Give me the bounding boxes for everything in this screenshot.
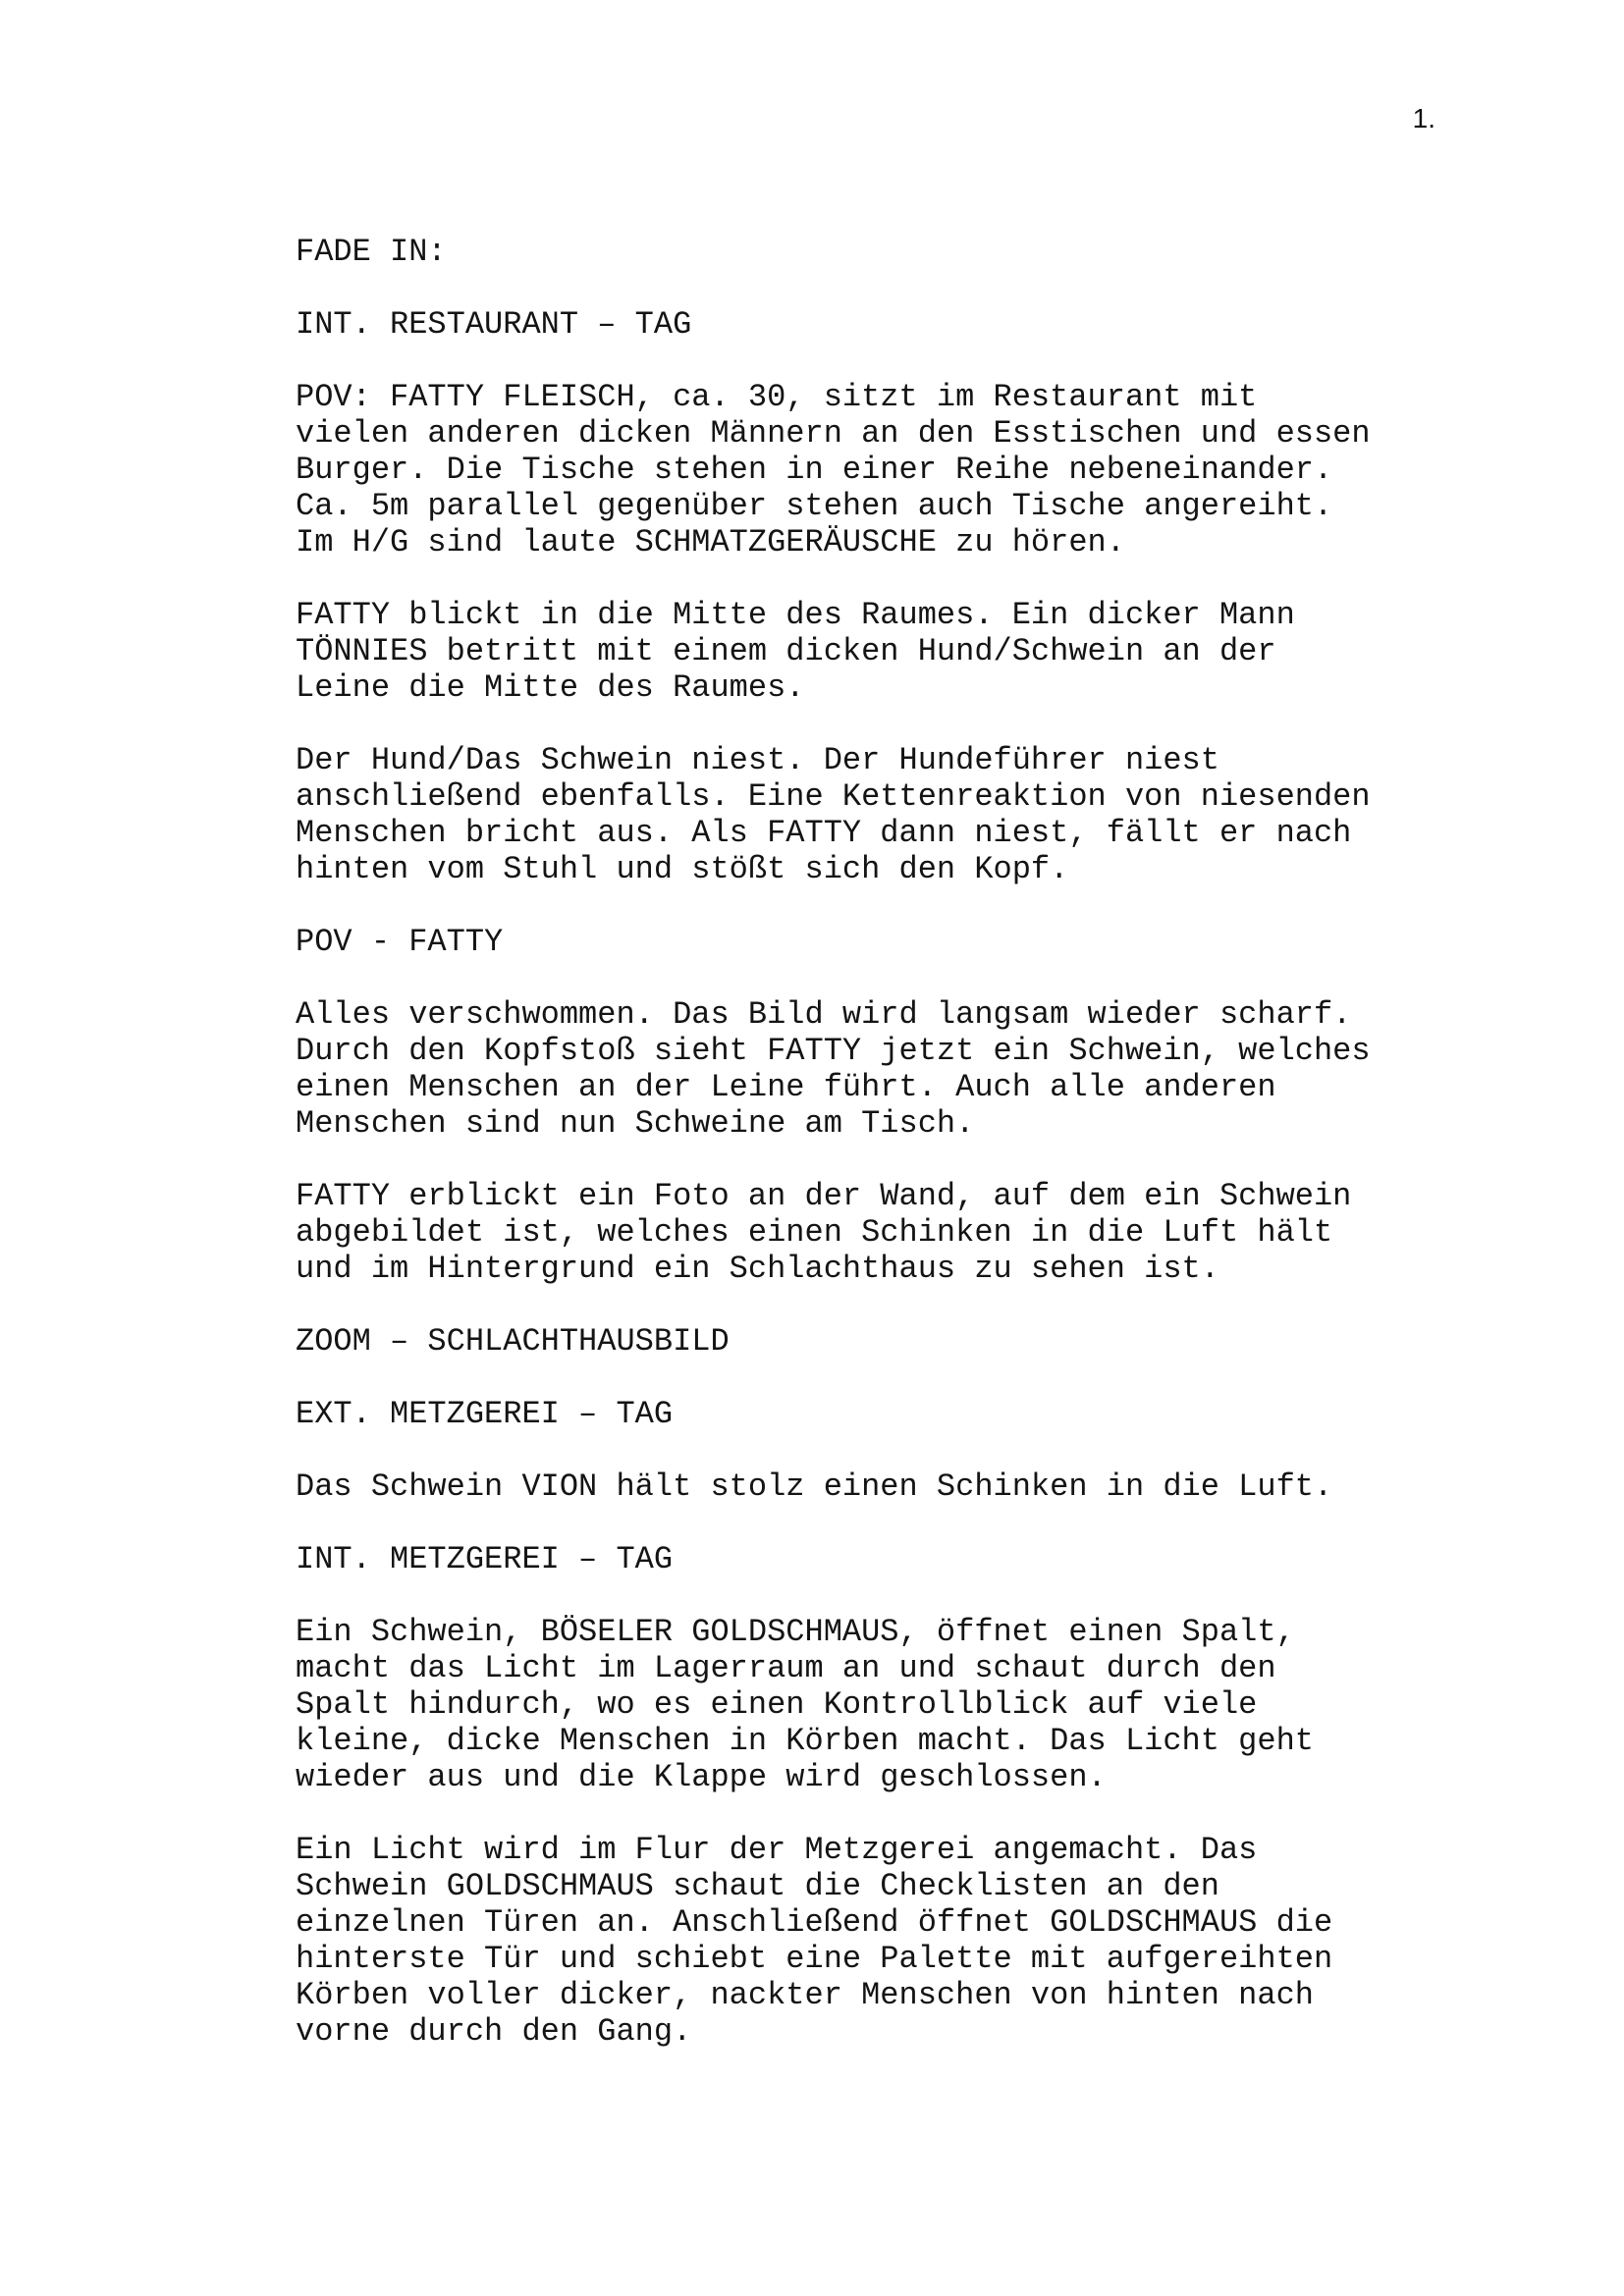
- script-body: [296, 234, 1474, 2050]
- action-toennies-enters: [296, 597, 1474, 706]
- script-line: POV: FATTY FLEISCH, ca. 30, sitzt im Restaurant mit: [296, 379, 1258, 415]
- script-line: Alles verschwommen. Das Bild wird langsam wieder scharf.: [296, 996, 1352, 1033]
- script-line: vielen anderen dicken Männern an den Esstischen und essen: [296, 415, 1371, 452]
- blank-line: [296, 887, 1474, 924]
- blank-line: [296, 561, 1474, 597]
- script-line: einzelnen Türen an. Anschließend öffnet GOLDSCHMAUS die: [296, 1904, 1333, 1941]
- script-line: ZOOM – SCHLACHTHAUSBILD: [296, 1323, 730, 1360]
- script-line: Durch den Kopfstoß sieht FATTY jetzt ein Schwein, welches: [296, 1033, 1371, 1069]
- script-line: wieder aus und die Klappe wird geschlossen.: [296, 1759, 1107, 1795]
- script-line: Der Hund/Das Schwein niest. Der Hundeführer niest: [296, 742, 1219, 778]
- script-line: macht das Licht im Lagerraum an und schaut durch den: [296, 1650, 1276, 1686]
- action-photo-on-wall: [296, 1178, 1474, 1287]
- script-line: vorne durch den Gang.: [296, 2013, 692, 2050]
- script-line: TÖNNIES betritt mit einem dicken Hund/Schwein an der: [296, 633, 1276, 669]
- script-line: Leine die Mitte des Raumes.: [296, 669, 805, 706]
- script-line: abgebildet ist, welches einen Schinken in die Luft hält: [296, 1214, 1333, 1251]
- script-line: Ein Schwein, BÖSELER GOLDSCHMAUS, öffnet einen Spalt,: [296, 1614, 1295, 1650]
- blank-line: [296, 1505, 1474, 1541]
- script-line: hinten vom Stuhl und stößt sich den Kopf.: [296, 851, 1069, 887]
- script-line: Menschen bricht aus. Als FATTY dann niest, fällt er nach: [296, 815, 1352, 851]
- transition-fade-in: [296, 234, 1474, 270]
- script-line: Spalt hindurch, wo es einen Kontrollblick auf viele: [296, 1686, 1258, 1723]
- blank-line: [296, 1432, 1474, 1468]
- blank-line: [296, 1360, 1474, 1396]
- action-sneezing: [296, 742, 1474, 887]
- shot-pov-fatty: [296, 924, 1474, 960]
- script-line: POV - FATTY: [296, 924, 504, 960]
- script-line: Körben voller dicker, nackter Menschen von hinten nach: [296, 1977, 1314, 2013]
- blank-line: [296, 960, 1474, 996]
- action-pov-fatty-fleisch: [296, 379, 1474, 561]
- script-line: und im Hintergrund ein Schlachthaus zu sehen ist.: [296, 1251, 1219, 1287]
- action-blurred-vision: [296, 996, 1474, 1142]
- scene-heading-int-metzgerei: [296, 1541, 1474, 1577]
- blank-line: [296, 343, 1474, 379]
- script-line: FATTY erblickt ein Foto an der Wand, auf dem ein Schwein: [296, 1178, 1352, 1214]
- blank-line: [296, 1795, 1474, 1832]
- action-goldschmaus-storeroom: [296, 1614, 1474, 1795]
- script-line: anschließend ebenfalls. Eine Kettenreaktion von niesenden: [296, 778, 1371, 815]
- blank-line: [296, 1287, 1474, 1323]
- script-line: Ca. 5m parallel gegenüber stehen auch Tische angereiht.: [296, 488, 1333, 524]
- scene-heading-int-restaurant: [296, 306, 1474, 343]
- blank-line: [296, 1577, 1474, 1614]
- blank-line: [296, 270, 1474, 306]
- blank-line: [296, 706, 1474, 742]
- script-line: INT. METZGEREI – TAG: [296, 1541, 674, 1577]
- script-line: Menschen sind nun Schweine am Tisch.: [296, 1105, 975, 1142]
- scene-heading-ext-metzgerei: [296, 1396, 1474, 1432]
- script-line: Schwein GOLDSCHMAUS schaut die Checklisten an den: [296, 1868, 1219, 1904]
- action-goldschmaus-hallway: [296, 1832, 1474, 2050]
- script-line: hinterste Tür und schiebt eine Palette mit aufgereihten: [296, 1941, 1333, 1977]
- shot-zoom-schlachthausbild: [296, 1323, 1474, 1360]
- blank-line: [296, 1142, 1474, 1178]
- script-line: INT. RESTAURANT – TAG: [296, 306, 692, 343]
- script-line: Das Schwein VION hält stolz einen Schinken in die Luft.: [296, 1468, 1333, 1505]
- script-line: Ein Licht wird im Flur der Metzgerei angemacht. Das: [296, 1832, 1258, 1868]
- action-vion-ham: [296, 1468, 1474, 1505]
- script-line: FATTY blickt in die Mitte des Raumes. Ein dicker Mann: [296, 597, 1295, 633]
- script-line: kleine, dicke Menschen in Körben macht. Das Licht geht: [296, 1723, 1314, 1759]
- script-line: EXT. METZGEREI – TAG: [296, 1396, 674, 1432]
- script-line: Im H/G sind laute SCHMATZGERÄUSCHE zu hören.: [296, 524, 1125, 561]
- script-line: einen Menschen an der Leine führt. Auch alle anderen: [296, 1069, 1276, 1105]
- script-line: Burger. Die Tische stehen in einer Reihe nebeneinander.: [296, 452, 1333, 488]
- page-number: 1.: [1412, 103, 1435, 133]
- script-line: FADE IN:: [296, 234, 447, 270]
